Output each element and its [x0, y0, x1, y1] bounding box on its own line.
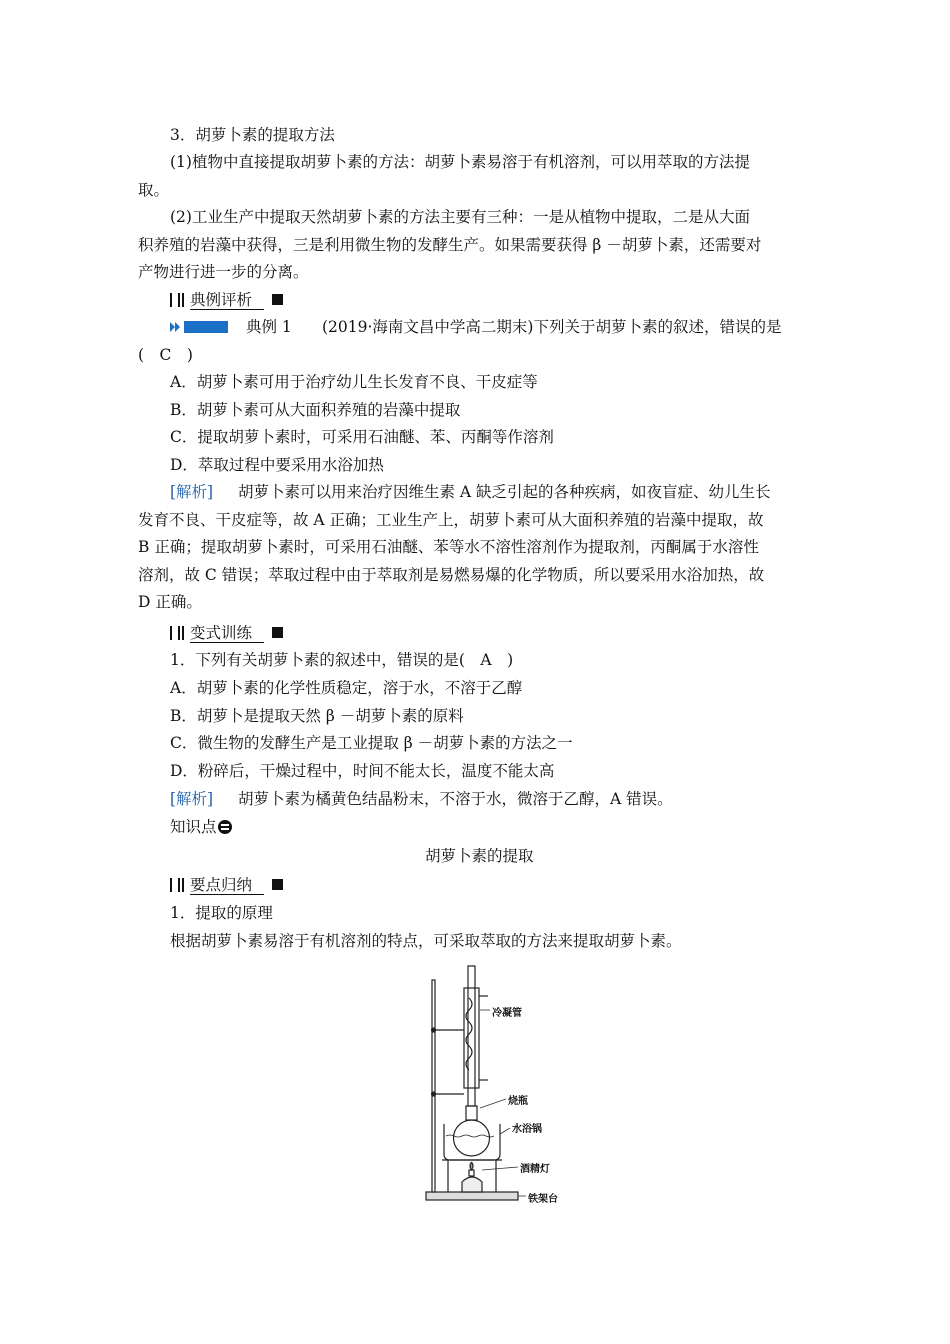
- paragraph-1-line-2: 取。: [138, 181, 170, 199]
- section-header-bianshi: [170, 623, 283, 643]
- section-header-label: 典例评析: [190, 291, 264, 310]
- practice-stem: 1．下列有关胡萝卜素的叙述中，错误的是( A ): [170, 651, 514, 669]
- analysis-line-5: D 正确。: [138, 593, 202, 611]
- label-flask: 烧瓶: [508, 1096, 528, 1107]
- example-stem-line-1: (2019·海南文昌中学高二期末)下列关于胡萝卜素的叙述，错误的是: [322, 318, 782, 336]
- label-condenser: 冷凝管: [492, 1008, 522, 1019]
- analysis-line-4: 溶剂，故 C 错误；萃取过程中由于萃取剂是易燃易爆的化学物质，所以要采用水浴加热，故: [138, 566, 765, 584]
- section-3-title: 3．胡萝卜素的提取方法: [170, 126, 335, 144]
- example-option-b: B．胡萝卜素可从大面积养殖的岩藻中提取: [170, 401, 461, 419]
- practice-analysis-tag: [解析]: [170, 790, 214, 808]
- bar-mark-icon: [170, 626, 180, 640]
- label-water-bath: 水浴锅: [512, 1124, 542, 1135]
- principle-title: 1．提取的原理: [170, 904, 273, 922]
- analysis-line-2: 发育不良、干皮症等，故 A 正确；工业生产上，胡萝卜素可从大面积养殖的岩藻中提取，故: [138, 511, 764, 529]
- square-mark-icon: [272, 627, 283, 638]
- section-header-label: 要点归纳: [190, 876, 264, 895]
- paragraph-2-line-3: 产物进行进一步的分离。: [138, 263, 309, 281]
- knowledge-point-label: 知识点: [170, 817, 232, 837]
- analysis-line-1: 胡萝卜素可以用来治疗因维生素 A 缺乏引起的各种疾病，如夜盲症、幼儿生长: [238, 483, 771, 501]
- paragraph-1-line-1: (1)植物中直接提取胡萝卜素的方法：胡萝卜素易溶于有机溶剂，可以用萃取的方法提: [170, 153, 750, 171]
- section-header-label: 变式训练: [190, 624, 264, 643]
- paragraph-2-line-1: (2)工业生产中提取天然胡萝卜素的方法主要有三种：一是从植物中提取，二是从大面: [170, 208, 750, 226]
- bar-mark-icon: [170, 293, 180, 307]
- label-iron-stand: 铁架台: [528, 1194, 558, 1205]
- practice-option-b: B．胡萝卜是提取天然 β －胡萝卜素的原料: [170, 707, 464, 725]
- extraction-apparatus-diagram: [418, 958, 578, 1208]
- section-header-yaodian: [170, 875, 283, 895]
- example-option-c: C．提取胡萝卜素时，可采用石油醚、苯、丙酮等作溶剂: [170, 428, 554, 446]
- example-option-d: D．萃取过程中要采用水浴加热: [170, 456, 384, 474]
- example-badge-icon: [170, 321, 228, 333]
- analysis-tag: [解析]: [170, 483, 214, 501]
- practice-option-c: C．微生物的发酵生产是工业提取 β －胡萝卜素的方法之一: [170, 734, 573, 752]
- section-header-dianli: [170, 290, 283, 310]
- analysis-line-3: B 正确；提取胡萝卜素时，可采用石油醚、苯等水不溶性溶剂作为提取剂，丙酮属于水溶性: [138, 538, 759, 556]
- principle-text: 根据胡萝卜素易溶于有机溶剂的特点，可采取萃取的方法来提取胡萝卜素。: [170, 932, 682, 950]
- example-label: 典例 1: [246, 318, 292, 336]
- example-answer: ( C ): [138, 346, 193, 364]
- bar-mark-icon: [170, 878, 180, 892]
- number-two-icon: [218, 820, 232, 834]
- square-mark-icon: [272, 879, 283, 890]
- practice-option-a: A．胡萝卜素的化学性质稳定，溶于水，不溶于乙醇: [170, 679, 523, 697]
- practice-option-d: D．粉碎后，干燥过程中，时间不能太长，温度不能太高: [170, 762, 555, 780]
- square-mark-icon: [272, 294, 283, 305]
- example-option-a: A．胡萝卜素可用于治疗幼儿生长发育不良、干皮症等: [170, 373, 538, 391]
- knowledge-point-title: 胡萝卜素的提取: [425, 847, 534, 865]
- practice-analysis: 胡萝卜素为橘黄色结晶粉末，不溶于水，微溶于乙醇，A 错误。: [238, 790, 673, 808]
- paragraph-2-line-2: 积养殖的岩藻中获得，三是利用微生物的发酵生产。如果需要获得 β －胡萝卜素，还需要对: [138, 236, 762, 254]
- label-alcohol-lamp: 酒精灯: [520, 1164, 550, 1175]
